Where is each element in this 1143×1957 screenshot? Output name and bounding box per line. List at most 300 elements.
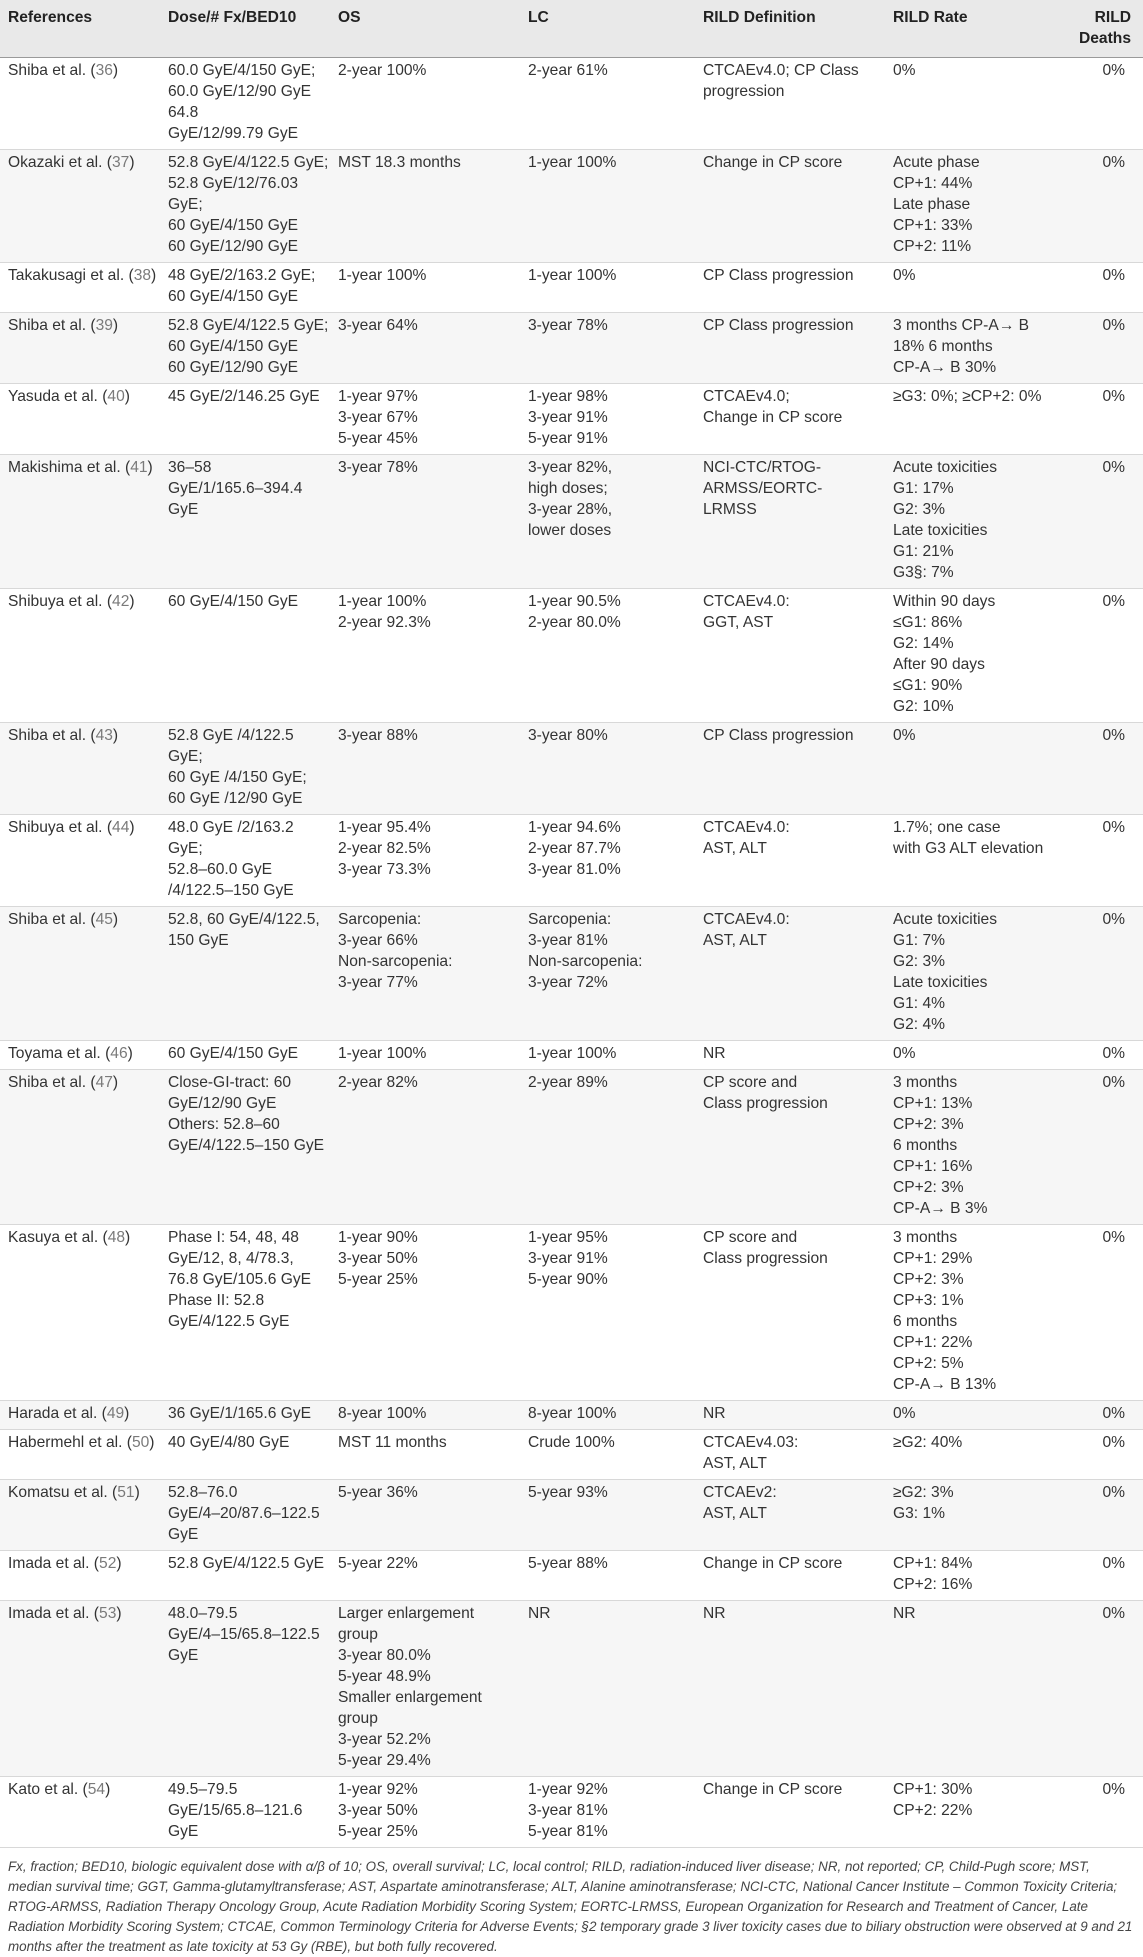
table-row	[0, 58, 1143, 150]
cell-rild-deaths: 0%	[1065, 1070, 1143, 1225]
cell-line: AST, ALT	[703, 1455, 767, 1472]
reference-author: Shiba et al. (	[8, 317, 96, 334]
cell-os	[330, 907, 520, 1041]
cell-line: CP+2: 11%	[893, 238, 972, 255]
cell-line: CP+1: 16%	[893, 1158, 973, 1175]
cell-rild-rate	[885, 384, 1065, 455]
cell-line: 0%	[893, 62, 916, 79]
reference-link[interactable]: 50	[131, 1434, 150, 1451]
cell-line: Phase I: 54, 48, 48	[168, 1229, 299, 1246]
cell-line: 60 GyE/4/150 GyE	[168, 1045, 299, 1062]
cell-line: 1-year 100%	[528, 1045, 617, 1062]
cell-dose	[160, 1225, 330, 1401]
cell-reference	[0, 1225, 160, 1401]
cell-line: CP+1: 22%	[893, 1334, 973, 1351]
cell-rild-rate	[885, 907, 1065, 1041]
reference-link[interactable]: 38	[133, 267, 152, 284]
cell-line: 5-year 36%	[338, 1484, 418, 1501]
cell-line: 52.8 GyE/4/122.5 GyE;	[168, 154, 329, 171]
cell-line: 1.7%; one case	[893, 819, 1001, 836]
footnote-text	[8, 1857, 1135, 1957]
cell-rild-rate	[885, 313, 1065, 384]
cell-reference	[0, 907, 160, 1041]
cell-rild-deaths: 0%	[1065, 1777, 1143, 1848]
cell-rild-rate	[885, 1070, 1065, 1225]
cell-lc	[520, 1480, 695, 1551]
cell-line: 1-year 92%	[338, 1781, 418, 1798]
cell-rild-definition	[695, 384, 885, 455]
cell-rild-deaths: 0%	[1065, 907, 1143, 1041]
cell-line: 36 GyE/1/165.6 GyE	[168, 1405, 312, 1422]
cell-line: 3-year 81%	[528, 932, 608, 949]
reference-link[interactable]: 48	[107, 1229, 126, 1246]
cell-line: GyE	[168, 1526, 199, 1543]
cell-reference	[0, 1041, 160, 1070]
cell-rild-rate	[885, 58, 1065, 150]
cell-line: 3-year 82%,	[528, 459, 613, 476]
cell-dose	[160, 589, 330, 723]
cell-line: NCI-CTC/RTOG-	[703, 459, 822, 476]
cell-rild-definition	[695, 1601, 885, 1777]
cell-line: Change in CP score	[703, 1781, 843, 1798]
cell-rild-definition	[695, 58, 885, 150]
cell-rild-rate	[885, 1225, 1065, 1401]
table-row	[0, 263, 1143, 313]
cell-line: 3-year 66%	[338, 932, 418, 949]
cell-line: CTCAEv4.0:	[703, 593, 790, 610]
cell-line: 5-year 88%	[528, 1555, 608, 1572]
cell-line: 3 months	[893, 1229, 958, 1246]
cell-rild-rate	[885, 1430, 1065, 1480]
cell-line: MST 11 months	[338, 1434, 447, 1451]
cell-dose	[160, 1551, 330, 1601]
cell-line: G2: 3%	[893, 501, 946, 518]
cell-line: 60 GyE/4/150 GyE	[168, 338, 299, 355]
cell-reference	[0, 313, 160, 384]
cell-line: Sarcopenia:	[338, 911, 422, 928]
table-row	[0, 384, 1143, 455]
cell-rild-definition	[695, 1041, 885, 1070]
reference-author: Shiba et al. (	[8, 62, 96, 79]
cell-line: 1-year 94.6%	[528, 819, 621, 836]
cell-line: 52.8 GyE/12/76.03	[168, 175, 299, 192]
cell-line: 2-year 80.0%	[528, 614, 621, 631]
cell-line: 18% 6 months	[893, 338, 993, 355]
cell-line: GyE	[168, 1823, 199, 1840]
reference-link[interactable]: 43	[95, 727, 113, 744]
cell-line: 5-year 90%	[528, 1271, 608, 1288]
cell-os	[330, 150, 520, 263]
cell-line: Late phase	[893, 196, 971, 213]
reference-paren: )	[105, 1781, 111, 1798]
cell-line: 3 months	[893, 1074, 958, 1091]
cell-rild-rate	[885, 150, 1065, 263]
table-row	[0, 723, 1143, 815]
cell-line: 1-year 100%	[528, 267, 617, 284]
cell-rild-rate	[885, 455, 1065, 589]
cell-line: CP+1: 84%	[893, 1555, 973, 1572]
cell-line: 5-year 25%	[338, 1271, 418, 1288]
reference-paren: )	[125, 1229, 131, 1246]
cell-dose	[160, 58, 330, 150]
table-row	[0, 1041, 1143, 1070]
cell-line: 5-year 81%	[528, 1823, 608, 1840]
cell-rild-definition	[695, 455, 885, 589]
cell-reference	[0, 1551, 160, 1601]
reference-author: Imada et al. (	[8, 1605, 100, 1622]
cell-line: 3-year 91%	[528, 1250, 608, 1267]
cell-rild-rate	[885, 1480, 1065, 1551]
cell-line: Larger enlargement	[338, 1605, 475, 1622]
reference-link[interactable]: 39	[95, 317, 113, 334]
reference-link[interactable]: 53	[99, 1605, 117, 1622]
cell-lc	[520, 313, 695, 384]
cell-lc	[520, 263, 695, 313]
footnote-line: at 9 and 21 months after the treatment as late toxicity at 53 Gy (RBE), but both fully recovered.	[8, 1919, 1133, 1954]
cell-rild-deaths: 0%	[1065, 58, 1143, 150]
cell-lc	[520, 589, 695, 723]
table-row	[0, 1777, 1143, 1848]
cell-os	[330, 1430, 520, 1480]
cell-rild-deaths: 0%	[1065, 1480, 1143, 1551]
cell-line: 5-year 91%	[528, 430, 608, 447]
cell-dose	[160, 313, 330, 384]
footnote-line: Criteria; RTOG-ARMSS, Radiation Therapy Oncology Group, Acute Radiation Morbidity Scoring System; EORTC-LRMSS, European Organization for Research and Treatment of Cancer,	[8, 1879, 1118, 1914]
cell-rild-deaths: 0%	[1065, 589, 1143, 723]
cell-line: After 90 days	[893, 656, 985, 673]
cell-rild-deaths: 0%	[1065, 1601, 1143, 1777]
cell-line: 5-year 45%	[338, 430, 418, 447]
header-references: References	[0, 0, 160, 58]
cell-line: AST, ALT	[703, 840, 767, 857]
cell-rild-deaths: 0%	[1065, 313, 1143, 384]
cell-line: G1: 4%	[893, 995, 946, 1012]
cell-line: GyE/12/99.79 GyE	[168, 125, 299, 142]
reference-paren: )	[129, 593, 135, 610]
reference-paren: )	[149, 1434, 155, 1451]
cell-line: Within 90 days	[893, 593, 996, 610]
reference-link[interactable]: 52	[99, 1555, 117, 1572]
cell-line: 52.8–76.0	[168, 1484, 238, 1501]
cell-lc	[520, 455, 695, 589]
cell-line: 64.8	[168, 104, 199, 121]
cell-line: CP+2: 3%	[893, 1179, 964, 1196]
cell-line: NR	[703, 1605, 726, 1622]
reference-paren: )	[129, 819, 135, 836]
reference-author: Toyama et al. (	[8, 1045, 111, 1062]
cell-line: CTCAEv2:	[703, 1484, 777, 1501]
cell-line: 3-year 81.0%	[528, 861, 621, 878]
cell-line: ≥G2: 3%	[893, 1484, 954, 1501]
cell-line: lower doses	[528, 522, 612, 539]
cell-line: CP Class progression	[703, 267, 854, 284]
reference-link[interactable]: 37	[112, 154, 130, 171]
reference-link[interactable]: 51	[117, 1484, 135, 1501]
cell-os	[330, 1401, 520, 1430]
cell-line: CP score and	[703, 1229, 798, 1246]
cell-lc	[520, 1430, 695, 1480]
reference-author: Shibuya et al. (	[8, 593, 113, 610]
reference-paren: )	[112, 727, 119, 744]
cell-line: ≥G3: 0%; ≥CP+2: 0%	[893, 388, 1042, 405]
cell-rild-deaths: 0%	[1065, 263, 1143, 313]
cell-line: 60 GyE/4/150 GyE	[168, 288, 299, 305]
cell-reference	[0, 1401, 160, 1430]
cell-line: 49.5–79.5	[168, 1781, 238, 1798]
cell-line: 1-year 90%	[338, 1229, 418, 1246]
cell-line: 5-year 93%	[528, 1484, 608, 1501]
reference-paren: )	[151, 267, 157, 284]
cell-line: with G3 ALT elevation	[893, 840, 1044, 857]
cell-line: G2: 3%	[893, 953, 946, 970]
cell-reference	[0, 263, 160, 313]
cell-line: 52.8 GyE/4/122.5 GyE;	[168, 317, 329, 334]
cell-rild-deaths: 0%	[1065, 1225, 1143, 1401]
cell-rild-definition	[695, 1430, 885, 1480]
cell-line: 6 months	[893, 1137, 958, 1154]
cell-line: AST, ALT	[703, 1505, 767, 1522]
reference-link[interactable]: 36	[95, 62, 113, 79]
cell-line: GyE/4–15/65.8–122.5	[168, 1626, 320, 1643]
cell-line: 3-year 81%	[528, 1802, 608, 1819]
reference-paren: )	[124, 388, 130, 405]
cell-rild-deaths: 0%	[1065, 455, 1143, 589]
cell-rild-deaths: 0%	[1065, 815, 1143, 907]
cell-rild-rate	[885, 723, 1065, 815]
cell-line: 2-year 89%	[528, 1074, 608, 1091]
cell-rild-rate	[885, 1551, 1065, 1601]
cell-reference	[0, 1480, 160, 1551]
reference-link[interactable]: 45	[95, 911, 113, 928]
cell-lc	[520, 907, 695, 1041]
cell-line: 2-year 82%	[338, 1074, 418, 1091]
cell-line: 60 GyE/4/150 GyE	[168, 217, 299, 234]
cell-dose	[160, 150, 330, 263]
cell-line: 2-year 87.7%	[528, 840, 621, 857]
cell-line: 1-year 95%	[528, 1229, 608, 1246]
cell-dose	[160, 1601, 330, 1777]
cell-rild-definition	[695, 150, 885, 263]
cell-line: CP+1: 13%	[893, 1095, 973, 1112]
cell-rild-definition	[695, 263, 885, 313]
cell-line: CTCAEv4.0:	[703, 819, 790, 836]
cell-line: G2: 14%	[893, 635, 954, 652]
cell-line: G1: 7%	[893, 932, 946, 949]
cell-line: Late toxicities	[893, 522, 988, 539]
cell-lc	[520, 1070, 695, 1225]
reference-paren: )	[147, 459, 153, 476]
cell-line: 60 GyE/4/150 GyE	[168, 593, 299, 610]
cell-line: 3-year 50%	[338, 1250, 418, 1267]
cell-rild-deaths: 0%	[1065, 384, 1143, 455]
table-row	[0, 1601, 1143, 1777]
cell-rild-definition	[695, 815, 885, 907]
cell-line: 5-year 25%	[338, 1823, 418, 1840]
cell-os	[330, 589, 520, 723]
cell-rild-rate	[885, 1041, 1065, 1070]
reference-author: Shibuya et al. (	[8, 819, 113, 836]
header-rild-rate: RILD Rate	[885, 0, 1065, 58]
cell-line: Others: 52.8–60	[168, 1116, 280, 1133]
cell-line: GyE/12, 8, 4/78.3,	[168, 1250, 294, 1267]
reference-paren: )	[112, 62, 119, 79]
reference-link[interactable]: 42	[112, 593, 130, 610]
cell-line: 1-year 100%	[528, 154, 617, 171]
reference-link[interactable]: 44	[112, 819, 130, 836]
cell-dose	[160, 1401, 330, 1430]
cell-line: CP Class progression	[703, 317, 854, 334]
reference-paren: )	[134, 1484, 140, 1501]
cell-line: group	[338, 1626, 378, 1643]
reference-author: Yasuda et al. (	[8, 388, 108, 405]
reference-link[interactable]: 40	[107, 388, 125, 405]
cell-line: 1-year 97%	[338, 388, 418, 405]
cell-dose	[160, 455, 330, 589]
reference-link[interactable]: 47	[95, 1074, 113, 1091]
cell-rild-rate	[885, 1601, 1065, 1777]
reference-author: Okazaki et al. (	[8, 154, 112, 171]
cell-line: 36–58	[168, 459, 212, 476]
table-row	[0, 1551, 1143, 1601]
header-rild-deaths: RILD Deaths	[1065, 0, 1143, 58]
cell-line: 0%	[893, 1405, 916, 1422]
reference-author: Shiba et al. (	[8, 911, 96, 928]
cell-line: 45 GyE/2/146.25 GyE	[168, 388, 320, 405]
cell-line: Crude 100%	[528, 1434, 615, 1451]
cell-line: 40 GyE/4/80 GyE	[168, 1434, 290, 1451]
cell-line: CP-A→ B 13%	[893, 1376, 997, 1393]
table-row	[0, 1401, 1143, 1430]
cell-line: CTCAEv4.0; CP Class	[703, 62, 859, 79]
cell-line: 3-year 80%	[528, 727, 608, 744]
cell-dose	[160, 263, 330, 313]
cell-os	[330, 1601, 520, 1777]
cell-line: CP+1: 33%	[893, 217, 973, 234]
cell-line: 1-year 92%	[528, 1781, 608, 1798]
cell-rild-deaths: 0%	[1065, 1401, 1143, 1430]
cell-lc	[520, 1551, 695, 1601]
cell-os	[330, 384, 520, 455]
cell-os	[330, 723, 520, 815]
cell-line: CTCAEv4.0:	[703, 911, 790, 928]
cell-line: GyE/15/65.8–121.6	[168, 1802, 303, 1819]
cell-rild-definition	[695, 1480, 885, 1551]
cell-reference	[0, 589, 160, 723]
reference-author: Kasuya et al. (	[8, 1229, 108, 1246]
cell-line: G1: 17%	[893, 480, 954, 497]
cell-line: Non-sarcopenia:	[338, 953, 453, 970]
cell-line: 2-year 92.3%	[338, 614, 431, 631]
cell-line: Late toxicities	[893, 974, 988, 991]
cell-line: 60 GyE /4/150 GyE;	[168, 769, 307, 786]
cell-line: GyE/4/122.5–150 GyE	[168, 1137, 325, 1154]
cell-line: Change in CP score	[703, 409, 843, 426]
cell-os	[330, 263, 520, 313]
cell-line: Acute toxicities	[893, 459, 998, 476]
cell-line: GyE;	[168, 196, 203, 213]
cell-dose	[160, 1430, 330, 1480]
cell-line: 3-year 64%	[338, 317, 418, 334]
cell-line: 48.0–79.5	[168, 1605, 238, 1622]
reference-link[interactable]: 41	[130, 459, 148, 476]
cell-os	[330, 1551, 520, 1601]
footnote-line: MST, median survival time; GGT, Gamma-glutamyltransferase; AST, Aspartate aminotransferase; ALT, Alanine aminotransferase; NCI-CTC, National Cancer Institute – Common Toxicity	[8, 1859, 1090, 1894]
table-row	[0, 1225, 1143, 1401]
cell-dose	[160, 1041, 330, 1070]
reference-paren: )	[112, 1074, 119, 1091]
cell-line: CP+2: 3%	[893, 1271, 964, 1288]
cell-line: 5-year 22%	[338, 1555, 418, 1572]
cell-line: GyE;	[168, 840, 203, 857]
reference-author: Shiba et al. (	[8, 727, 96, 744]
cell-reference	[0, 455, 160, 589]
cell-line: 60 GyE/12/90 GyE	[168, 238, 299, 255]
cell-rild-definition	[695, 313, 885, 384]
cell-line: CTCAEv4.03:	[703, 1434, 799, 1451]
cell-line: Close-GI-tract: 60	[168, 1074, 292, 1091]
cell-rild-definition	[695, 1401, 885, 1430]
cell-line: CP+2: 5%	[893, 1355, 964, 1372]
cell-line: CP score and	[703, 1074, 798, 1091]
header-rild-definition: RILD Definition	[695, 0, 885, 58]
cell-rild-deaths: 0%	[1065, 1041, 1143, 1070]
cell-line: 76.8 GyE/105.6 GyE	[168, 1271, 312, 1288]
cell-line: Class progression	[703, 1095, 828, 1112]
cell-reference	[0, 384, 160, 455]
cell-line: 3-year 77%	[338, 974, 418, 991]
cell-line: 3 months CP-A→ B	[893, 317, 1030, 334]
reference-author: Takakusagi et al. (	[8, 267, 134, 284]
cell-line: CP+3: 1%	[893, 1292, 964, 1309]
cell-line: 3-year 80.0%	[338, 1647, 431, 1664]
cell-lc	[520, 384, 695, 455]
cell-lc	[520, 1601, 695, 1777]
cell-line: Change in CP score	[703, 1555, 843, 1572]
cell-line: GyE/12/90 GyE	[168, 1095, 277, 1112]
cell-line: Class progression	[703, 1250, 828, 1267]
cell-line: 1-year 98%	[528, 388, 608, 405]
table-header	[0, 0, 1143, 58]
cell-rild-definition	[695, 1225, 885, 1401]
cell-lc	[520, 58, 695, 150]
cell-rild-definition	[695, 723, 885, 815]
cell-line: G2: 4%	[893, 1016, 946, 1033]
cell-line: AST, ALT	[703, 932, 767, 949]
cell-lc	[520, 1401, 695, 1430]
reference-link[interactable]: 49	[106, 1405, 125, 1422]
reference-link[interactable]: 46	[110, 1045, 128, 1062]
cell-line: Sarcopenia:	[528, 911, 612, 928]
cell-line: CP-A→ B 3%	[893, 1200, 988, 1217]
cell-line: 52.8 GyE /4/122.5	[168, 727, 294, 744]
header-os: OS	[330, 0, 520, 58]
cell-line: Smaller enlargement	[338, 1689, 482, 1706]
reference-link[interactable]: 54	[87, 1781, 106, 1798]
table-row	[0, 1480, 1143, 1551]
cell-line: ≤G1: 90%	[893, 677, 963, 694]
cell-dose	[160, 1480, 330, 1551]
cell-rild-rate	[885, 1401, 1065, 1430]
cell-os	[330, 1041, 520, 1070]
cell-line: Non-sarcopenia:	[528, 953, 643, 970]
cell-line: LRMSS	[703, 501, 757, 518]
cell-lc	[520, 1225, 695, 1401]
cell-rild-definition	[695, 907, 885, 1041]
cell-rild-deaths: 0%	[1065, 1430, 1143, 1480]
cell-line: ≤G1: 86%	[893, 614, 963, 631]
footnote-line: Late Radiation Morbidity Scoring System; CTCAE, Common Terminology Criteria for Adverse Events; §2 temporary grade 3 liver toxicity cases due to biliary obstruction were observed	[8, 1899, 1088, 1934]
cell-dose	[160, 384, 330, 455]
